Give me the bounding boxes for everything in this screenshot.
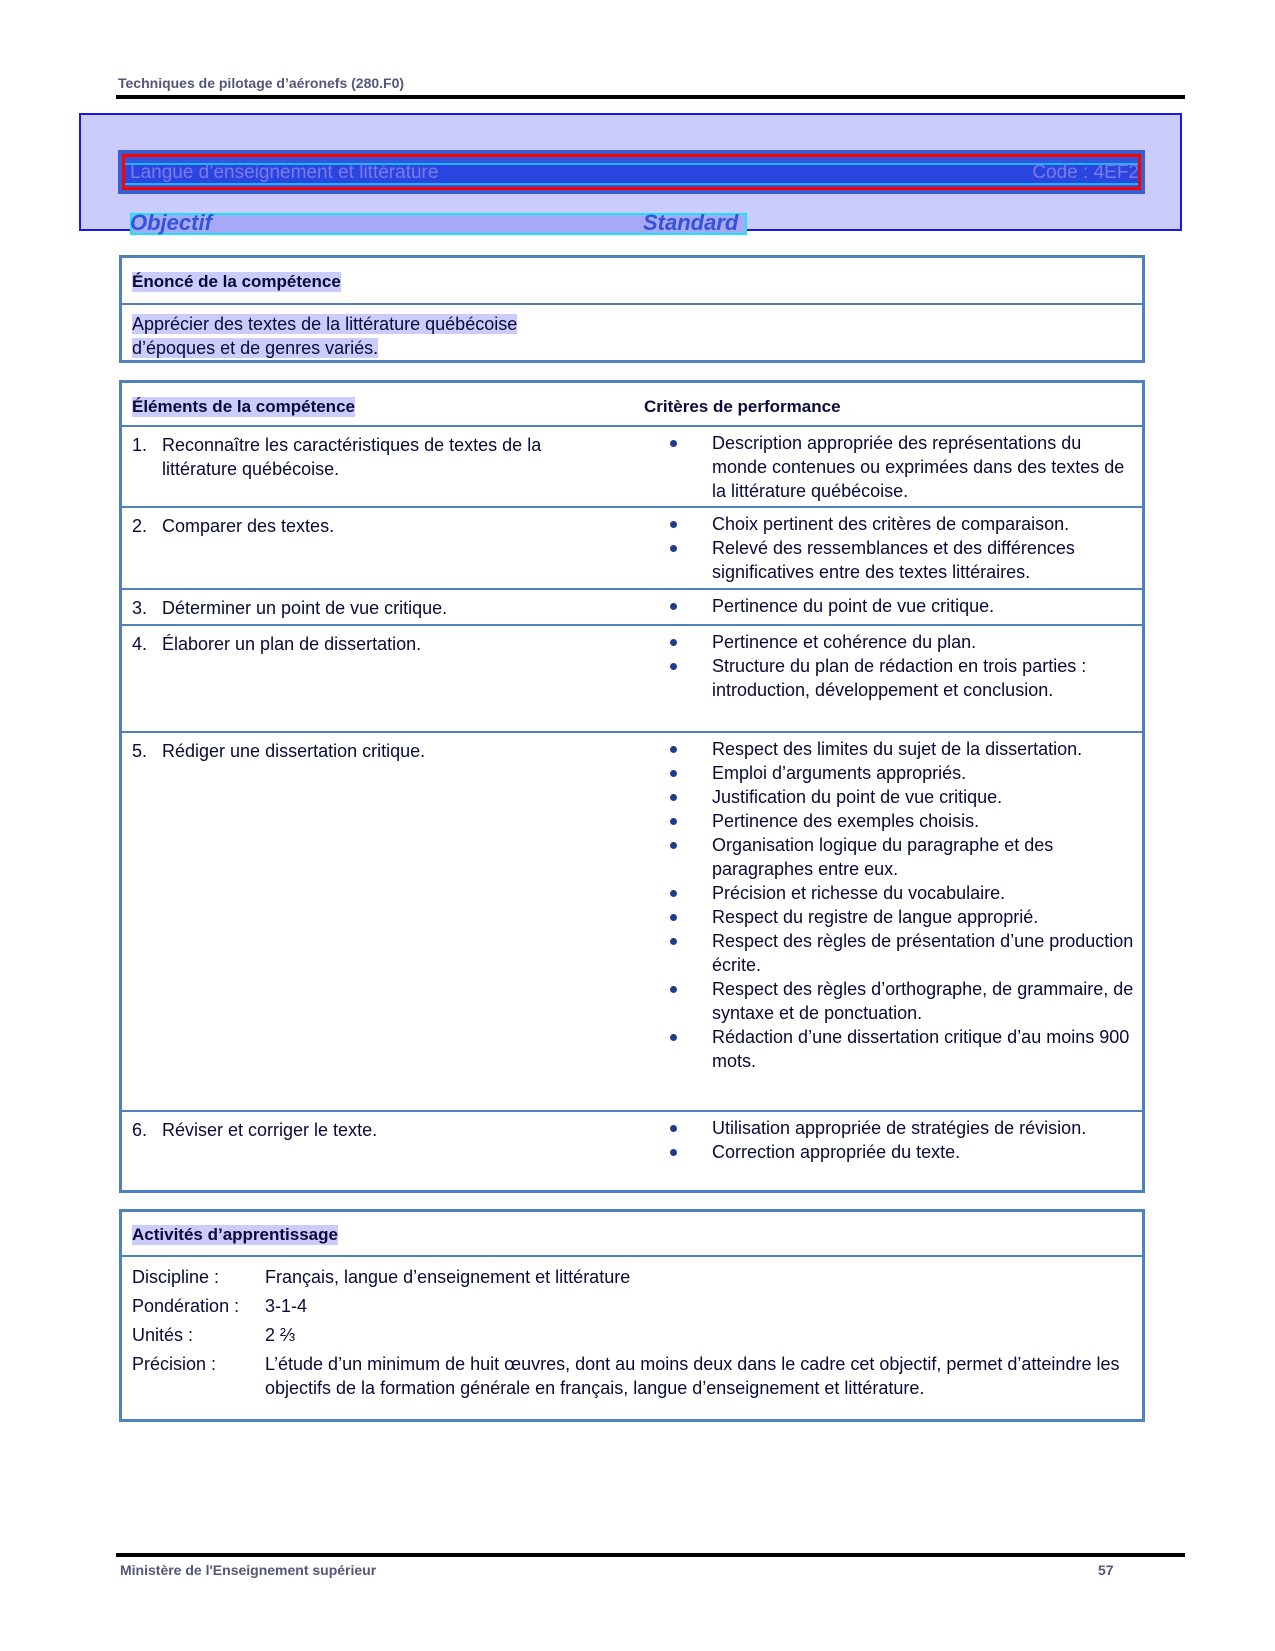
bullet-icon <box>670 794 677 801</box>
activite-value: 2 ⅔ <box>265 1325 296 1345</box>
element-text <box>132 433 602 481</box>
activite-item <box>132 1294 1132 1318</box>
criterion-item <box>670 833 1135 881</box>
criterion-text: Emploi d’arguments appropriés. <box>712 763 967 783</box>
activite-item <box>132 1265 1132 1289</box>
standard-label: Standard <box>643 210 739 235</box>
element-row <box>122 1112 1142 1196</box>
course-title: Langue d’enseignement et littérature <box>130 162 439 183</box>
bullet-icon <box>670 1034 677 1041</box>
criterion-item <box>670 929 1135 977</box>
element-number: 5. <box>132 741 148 761</box>
element-label: Reconnaître les caractéristiques de textes de la littérature québécoise. <box>162 435 542 479</box>
bullet-icon <box>670 603 677 610</box>
criterion-text: Pertinence du point de vue critique. <box>712 596 995 616</box>
enonce-header <box>122 258 1142 305</box>
bullet-icon <box>670 986 677 993</box>
criterion-text: Respect du registre de langue approprié. <box>712 907 1039 927</box>
criterion-item <box>670 1025 1135 1073</box>
course-code: Code : 4EF2 <box>1032 162 1139 183</box>
element-label: Réviser et corriger le texte. <box>162 1120 378 1140</box>
bullet-icon <box>670 545 677 552</box>
element-number: 4. <box>132 634 148 654</box>
criterion-item <box>670 431 1135 503</box>
criterion-text: Pertinence et cohérence du plan. <box>712 632 977 652</box>
element-row <box>122 590 1142 626</box>
criteres-heading: Critères de performance <box>644 397 841 416</box>
activites-section <box>119 1209 1145 1422</box>
criterion-item <box>670 654 1135 702</box>
element-row <box>122 427 1142 508</box>
criteria-list <box>670 512 1135 584</box>
bullet-icon <box>670 914 677 921</box>
element-number: 1. <box>132 435 148 455</box>
activite-key: Précision : <box>132 1354 217 1374</box>
bullet-icon <box>670 938 677 945</box>
bullet-icon <box>670 890 677 897</box>
enonce-line: Apprécier des textes de la littérature québécoise <box>132 314 518 334</box>
criterion-item <box>670 594 1135 618</box>
footer-rule <box>116 1553 1185 1557</box>
bullet-icon <box>670 770 677 777</box>
criterion-item <box>670 737 1135 761</box>
element-row <box>122 626 1142 733</box>
criteria-list <box>670 737 1135 1073</box>
bullet-icon <box>670 663 677 670</box>
bullet-icon <box>670 440 677 447</box>
page-number: 57 <box>1098 1562 1114 1578</box>
objectif-label: Objectif <box>130 210 212 235</box>
criteria-list <box>670 594 1135 618</box>
criteria-list <box>670 431 1135 503</box>
criterion-item <box>670 1116 1135 1140</box>
criterion-item <box>670 881 1135 905</box>
bullet-icon <box>670 746 677 753</box>
element-number: 3. <box>132 598 148 618</box>
criterion-text: Description appropriée des représentations du monde contenues ou exprimées dans des textes de la littérature québécoise. <box>712 433 1125 501</box>
element-row <box>122 733 1142 1112</box>
bullet-icon <box>670 1125 677 1132</box>
criteria-list <box>670 1116 1135 1164</box>
criterion-text: Respect des règles de présentation d’une production écrite. <box>712 931 1134 975</box>
element-text <box>132 632 602 656</box>
criterion-item <box>670 630 1135 654</box>
criterion-text: Justification du point de vue critique. <box>712 787 1003 807</box>
element-label: Élaborer un plan de dissertation. <box>162 634 422 654</box>
activite-item <box>132 1323 1132 1347</box>
activite-value: L’étude d’un minimum de huit œuvres, dont au moins deux dans le cadre cet objectif, permet d’atteindre les objectifs de la formation générale en français, langue d’enseignement et littérature. <box>265 1354 1120 1398</box>
activite-value: Français, langue d’enseignement et littérature <box>265 1267 631 1287</box>
element-label: Comparer des textes. <box>162 516 335 536</box>
criterion-text: Pertinence des exemples choisis. <box>712 811 980 831</box>
element-label: Rédiger une dissertation critique. <box>162 741 426 761</box>
elements-heading: Éléments de la compétence <box>132 397 355 416</box>
criterion-item <box>670 809 1135 833</box>
criterion-item <box>670 905 1135 929</box>
activite-key: Unités : <box>132 1325 194 1345</box>
element-label: Déterminer un point de vue critique. <box>162 598 448 618</box>
element-text <box>132 1118 602 1142</box>
criterion-text: Précision et richesse du vocabulaire. <box>712 883 1006 903</box>
element-text <box>132 596 602 620</box>
element-text <box>132 514 602 538</box>
element-row <box>122 508 1142 590</box>
enonce-heading: Énoncé de la compétence <box>132 272 341 291</box>
criterion-item <box>670 977 1135 1025</box>
running-header-title: Techniques de pilotage d’aéronefs (280.F0) <box>118 75 405 91</box>
criterion-item <box>670 512 1135 536</box>
activites-heading: Activités d’apprentissage <box>132 1225 338 1244</box>
elements-section <box>119 380 1145 1193</box>
criterion-text: Correction appropriée du texte. <box>712 1142 961 1162</box>
bullet-icon <box>670 1149 677 1156</box>
activite-item <box>132 1352 1132 1400</box>
criterion-text: Organisation logique du paragraphe et des paragraphes entre eux. <box>712 835 1054 879</box>
enonce-text <box>132 312 582 360</box>
criterion-text: Choix pertinent des critères de comparaison. <box>712 514 1070 534</box>
criterion-item <box>670 785 1135 809</box>
criterion-text: Respect des règles d’orthographe, de grammaire, de syntaxe et de ponctuation. <box>712 979 1134 1023</box>
criterion-item <box>670 1140 1135 1164</box>
element-number: 6. <box>132 1120 148 1140</box>
criterion-text: Respect des limites du sujet de la dissertation. <box>712 739 1083 759</box>
activite-key: Pondération : <box>132 1296 240 1316</box>
criterion-item <box>670 761 1135 785</box>
element-text <box>132 739 602 763</box>
element-number: 2. <box>132 516 148 536</box>
activite-value: 3-1-4 <box>265 1296 308 1316</box>
activites-header <box>122 1212 1142 1257</box>
enonce-line: d’époques et de genres variés. <box>132 338 379 358</box>
bullet-icon <box>670 818 677 825</box>
bullet-icon <box>670 842 677 849</box>
criterion-text: Relevé des ressemblances et des différences significatives entre des textes littéraires. <box>712 538 1075 582</box>
criteria-list <box>670 630 1135 702</box>
criterion-text: Rédaction d’une dissertation critique d’au moins 900 mots. <box>712 1027 1130 1071</box>
header-rule <box>116 95 1185 99</box>
activite-key: Discipline : <box>132 1267 220 1287</box>
criterion-text: Structure du plan de rédaction en trois parties : introduction, développement et conclusion. <box>712 656 1087 700</box>
bullet-icon <box>670 521 677 528</box>
enonce-section <box>119 255 1145 363</box>
bullet-icon <box>670 639 677 646</box>
criterion-text: Utilisation appropriée de stratégies de révision. <box>712 1118 1087 1138</box>
footer-ministry: Ministère de l'Enseignement supérieur <box>120 1562 377 1578</box>
criterion-item <box>670 536 1135 584</box>
elements-header <box>122 383 1142 427</box>
